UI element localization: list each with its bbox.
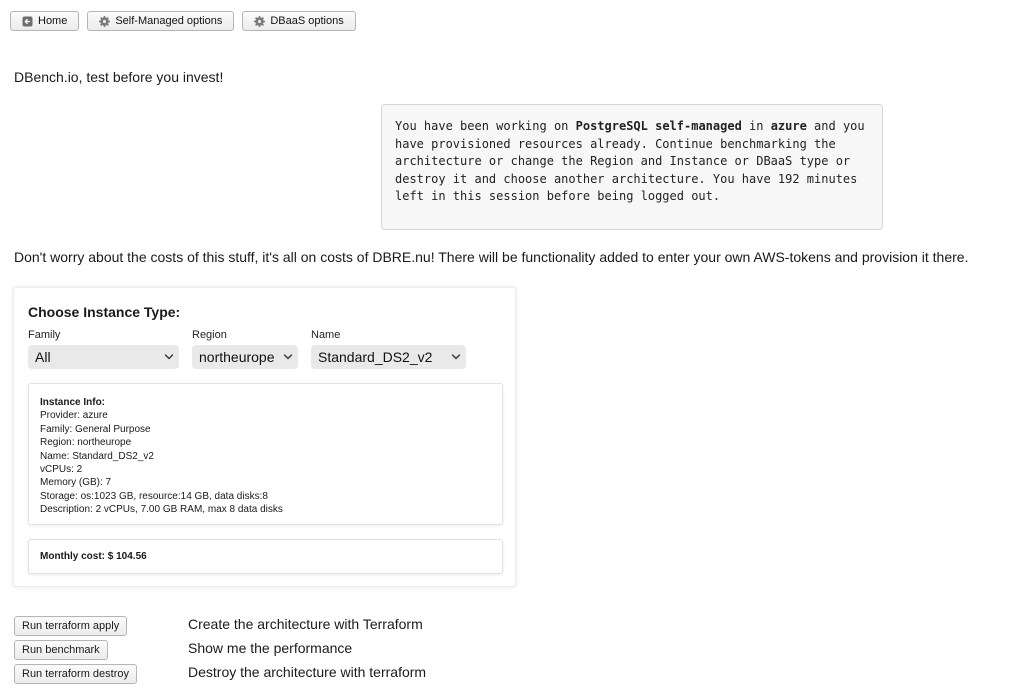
run-benchmark-button[interactable]: Run benchmark <box>14 640 108 660</box>
instance-info-card <box>28 383 503 525</box>
region-select[interactable] <box>192 345 298 369</box>
info-family: Family: General Purpose <box>40 423 151 435</box>
action-row-destroy <box>14 664 427 684</box>
chevron-down-icon <box>283 345 293 369</box>
session-notice <box>381 104 883 230</box>
family-label: Family <box>28 329 61 341</box>
family-select[interactable] <box>28 345 179 369</box>
info-region: Region: northeurope <box>40 437 132 449</box>
info-description: Description: 2 vCPUs, 7.00 GB RAM, max 8 data disks <box>40 504 283 516</box>
monthly-cost-card <box>28 539 503 574</box>
top-nav <box>10 11 356 31</box>
terraform-apply-button[interactable]: Run terraform apply <box>14 616 127 636</box>
back-arrow-icon <box>22 16 33 27</box>
info-memory: Memory (GB): 7 <box>40 477 112 489</box>
terraform-apply-description: Create the architecture with Terraform <box>188 616 423 632</box>
home-button[interactable] <box>10 11 79 31</box>
terraform-destroy-button[interactable]: Run terraform destroy <box>14 664 137 684</box>
terraform-destroy-description: Destroy the architecture with terraform <box>188 664 427 680</box>
family-select-value: All <box>35 349 51 365</box>
self-managed-options-label: Self-Managed options <box>115 15 223 27</box>
instance-info-heading: Instance Info: <box>40 397 106 408</box>
notice-text-2: in <box>741 119 771 133</box>
dbaas-options-button[interactable] <box>242 11 355 31</box>
self-managed-options-button[interactable] <box>87 11 234 31</box>
chevron-down-icon <box>451 345 461 369</box>
info-provider: Provider: azure <box>40 410 108 422</box>
notice-text-3: and you have provisioned resources already. Continue benchmarking the architecture or change the Region and Instance or DBaaS type or destroy it and choose another architecture. You have 192 minutes left in this session before being logged out. <box>395 119 865 204</box>
region-select-value: northeurope <box>199 349 275 365</box>
action-row-benchmark <box>14 640 353 660</box>
monthly-cost: Monthly cost: $ 104.56 <box>40 551 147 562</box>
gear-icon <box>99 16 110 27</box>
notice-database: PostgreSQL self-managed <box>575 119 742 133</box>
home-button-label: Home <box>38 15 68 27</box>
action-row-apply <box>14 616 423 636</box>
instance-type-panel <box>13 287 516 587</box>
info-name: Name: Standard_DS2_v2 <box>40 450 154 462</box>
run-benchmark-description: Show me the performance <box>188 640 353 656</box>
gear-icon <box>254 16 265 27</box>
chevron-down-icon <box>164 345 174 369</box>
notice-text-1: You have been working on <box>395 119 576 133</box>
info-vcpus: vCPUs: 2 <box>40 464 83 476</box>
tagline: DBench.io, test before you invest! <box>14 69 224 85</box>
name-select[interactable] <box>311 345 466 369</box>
name-label: Name <box>311 329 341 341</box>
costs-note: Don't worry about the costs of this stuff, it's all on costs of DBRE.nu! There will be functionality added to enter your own AWS-tokens and provision it there. <box>14 249 969 265</box>
notice-provider: azure <box>770 119 807 133</box>
info-storage: Storage: os:1023 GB, resource:14 GB, data disks:8 <box>40 490 268 502</box>
region-label: Region <box>192 329 227 341</box>
dbaas-options-label: DBaaS options <box>270 15 344 27</box>
name-select-value: Standard_DS2_v2 <box>318 349 433 365</box>
panel-title: Choose Instance Type: <box>28 304 181 320</box>
